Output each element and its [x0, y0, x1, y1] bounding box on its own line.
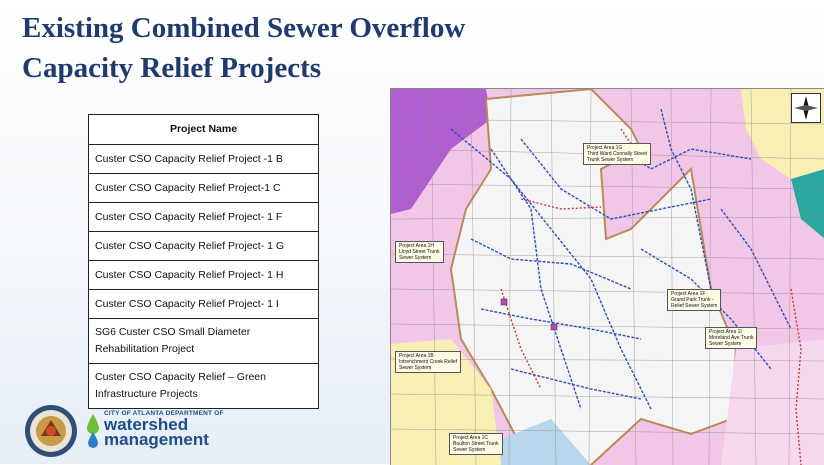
table-row	[89, 261, 319, 290]
table-header-row	[89, 115, 319, 145]
callout-line: Lloyd Street Trunk	[399, 249, 440, 255]
callout-project-area-1g	[583, 143, 651, 165]
callout-project-area-1b	[395, 351, 461, 373]
compass-rose-icon	[791, 93, 821, 123]
callout-line: Project Area 1B	[399, 353, 434, 359]
table-cell: Custer CSO Capacity Relief Project-1 C	[89, 174, 319, 203]
page-title	[22, 8, 542, 88]
logo-area	[24, 400, 224, 458]
table-row	[89, 290, 319, 319]
callout-line: Third Ward Connally Street	[587, 151, 648, 157]
callout-line: Sewer System	[453, 447, 486, 453]
table-row	[89, 319, 319, 364]
callout-project-area-1c	[449, 433, 503, 455]
table-cell: Custer CSO Capacity Relief – Green Infrastructure Projects	[89, 364, 319, 409]
callout-line: Project Area 1G	[587, 145, 623, 151]
callout-line: Sewer System	[399, 365, 432, 371]
callout-line: Project Area 1H	[399, 243, 435, 249]
callout-line: Trunk Sewer System	[587, 157, 634, 163]
column-header-project-name: Project Name	[89, 115, 319, 145]
table-cell: SG6 Custer CSO Small Diameter Rehabilitation Project	[89, 319, 319, 364]
sewer-map	[390, 88, 824, 465]
callout-line: Grand Park Trunk -	[671, 297, 714, 303]
table-row	[89, 174, 319, 203]
department-logo	[104, 410, 224, 447]
department-name-line-1: watershed	[104, 415, 189, 434]
department-label: CITY OF ATLANTA DEPARTMENT OF	[104, 410, 224, 417]
water-drops-icon	[84, 412, 102, 452]
callout-line: Sewer System	[399, 255, 432, 261]
table-row	[89, 203, 319, 232]
callout-line: Intrenchment Creek Relief	[399, 359, 458, 365]
callout-line: Project Area 1I	[709, 329, 742, 335]
city-seal-icon	[24, 404, 78, 458]
callout-project-area-1f	[667, 289, 721, 311]
callout-project-area-1i	[705, 327, 757, 349]
callout-project-area-1h	[395, 241, 444, 263]
callout-line: Sewer System	[709, 341, 742, 347]
callout-line: Boulton Street Trunk	[453, 441, 499, 447]
table-cell: Custer CSO Capacity Relief Project- 1 H	[89, 261, 319, 290]
callout-line: Project Area 1F	[671, 291, 706, 297]
page-title-line-2: Capacity Relief Projects	[22, 52, 322, 84]
callout-line: Moreland Ave Trunk	[709, 335, 754, 341]
department-name-line-2: management	[104, 430, 209, 449]
callout-line: Relief Sewer System	[671, 303, 718, 309]
page-title-line-1: Existing Combined Sewer Overflow	[22, 12, 466, 44]
table-row	[89, 145, 319, 174]
table-cell: Custer CSO Capacity Relief Project- 1 G	[89, 232, 319, 261]
table-cell: Custer CSO Capacity Relief Project -1 B	[89, 145, 319, 174]
table-cell: Custer CSO Capacity Relief Project- 1 F	[89, 203, 319, 232]
callout-line: Project Area 1C	[453, 435, 489, 441]
table-row	[89, 232, 319, 261]
projects-table	[88, 114, 319, 409]
table-cell: Custer CSO Capacity Relief Project- 1 I	[89, 290, 319, 319]
